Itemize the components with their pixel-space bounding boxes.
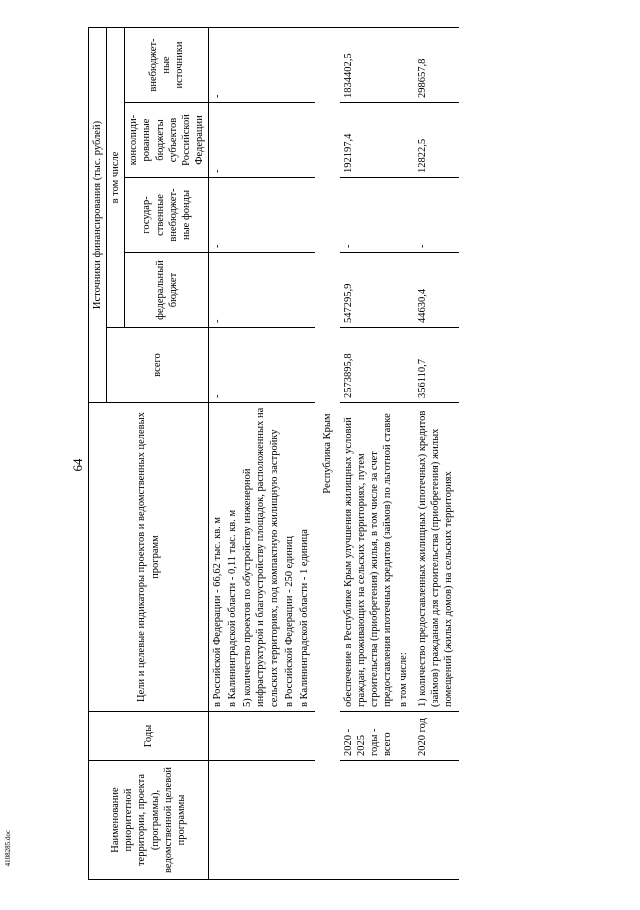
row-years: 2020 год xyxy=(414,712,459,761)
continuation-year-cell xyxy=(209,712,315,761)
state-funds-value: - xyxy=(414,178,459,253)
goal-line: в Калининградской области - 0,11 тыс. кв. м xyxy=(227,509,239,707)
total-value: - xyxy=(209,328,315,403)
goal-line: в Российской Федерации - 66,62 тыс. кв. м xyxy=(212,516,223,707)
continuation-goals xyxy=(209,403,315,712)
goal-line: 5) количество проектов по обустройству инженерной инфраструктурой и благоустройству площадок, расположенных на сельских территориях, под компактную жилищную застройку xyxy=(242,407,280,707)
row-name-cell xyxy=(340,761,414,880)
total-value: 2573895,8 xyxy=(340,328,414,403)
total-value: 356110,7 xyxy=(414,328,459,403)
offbudget-value: 1834402,5 xyxy=(340,28,414,103)
goal-line: в Калининградской области - 1 единица xyxy=(298,529,310,707)
continuation-name-cell xyxy=(209,761,315,880)
goals-column-header: Цели и целевые индикаторы проектов и ведомственных целевых программ xyxy=(89,403,209,712)
goal-text: обеспечение в Республике Крым улучшения жилищных условий граждан, проживающих на сельских территориях, путем строительства (приобретения) жилья, в том числе за счет предоставления ипотечных кредитов (займов) по льготной ставке xyxy=(343,413,394,707)
rotated-page xyxy=(40,20,630,910)
funding-group-header: Источники финансирования (тыс. рублей) xyxy=(89,28,107,403)
offbudget-value: - xyxy=(209,28,315,103)
offbudget-column-header: внебюджет-ные источники xyxy=(125,28,209,103)
row-years: 2020 - 2025 годы - всего xyxy=(340,712,414,761)
federal-value: - xyxy=(209,253,315,328)
regional-column-header: консолиди-рованные бюджеты субъектов Российской Федерации xyxy=(125,103,209,178)
row-goal xyxy=(340,403,414,712)
table-row xyxy=(340,28,414,880)
regional-value: - xyxy=(209,103,315,178)
table-row xyxy=(414,28,459,880)
continuation-row xyxy=(209,28,315,880)
goal-line: в Российской Федерации - 250 единиц xyxy=(283,535,295,707)
including-header: в том числе xyxy=(107,28,125,328)
federal-value: 547295,9 xyxy=(340,253,414,328)
page-number: 64 xyxy=(70,458,85,472)
goal-extra: в том числе: xyxy=(397,652,409,707)
document-id: 4108285.doc xyxy=(4,830,12,867)
region-title: Республика Крым xyxy=(315,28,340,880)
years-column-header: Годы xyxy=(89,712,209,761)
name-column-header: Наименование приоритетной территории, проекта (программы), ведомственной целевой программы xyxy=(89,761,209,880)
regional-value: 12822,5 xyxy=(414,103,459,178)
federal-column-header: федеральный бюджет xyxy=(125,253,209,328)
regional-value: 192197,4 xyxy=(340,103,414,178)
state-funds-column-header: государ-ственные внебюджет-ные фонды xyxy=(125,178,209,253)
offbudget-value: 298657,8 xyxy=(414,28,459,103)
row-name-cell xyxy=(414,761,459,880)
funding-table xyxy=(88,27,459,880)
state-funds-value: - xyxy=(340,178,414,253)
total-column-header: всего xyxy=(107,328,209,403)
goal-text: 1) количество предоставленных жилищных (ипотечных) кредитов (займов) гражданам для строительства (приобретения) жилых помещений (жилых домов) на сельских территориях xyxy=(416,410,454,707)
region-title-row xyxy=(315,28,340,880)
state-funds-value: - xyxy=(209,178,315,253)
federal-value: 44630,4 xyxy=(414,253,459,328)
row-goal xyxy=(414,403,459,712)
